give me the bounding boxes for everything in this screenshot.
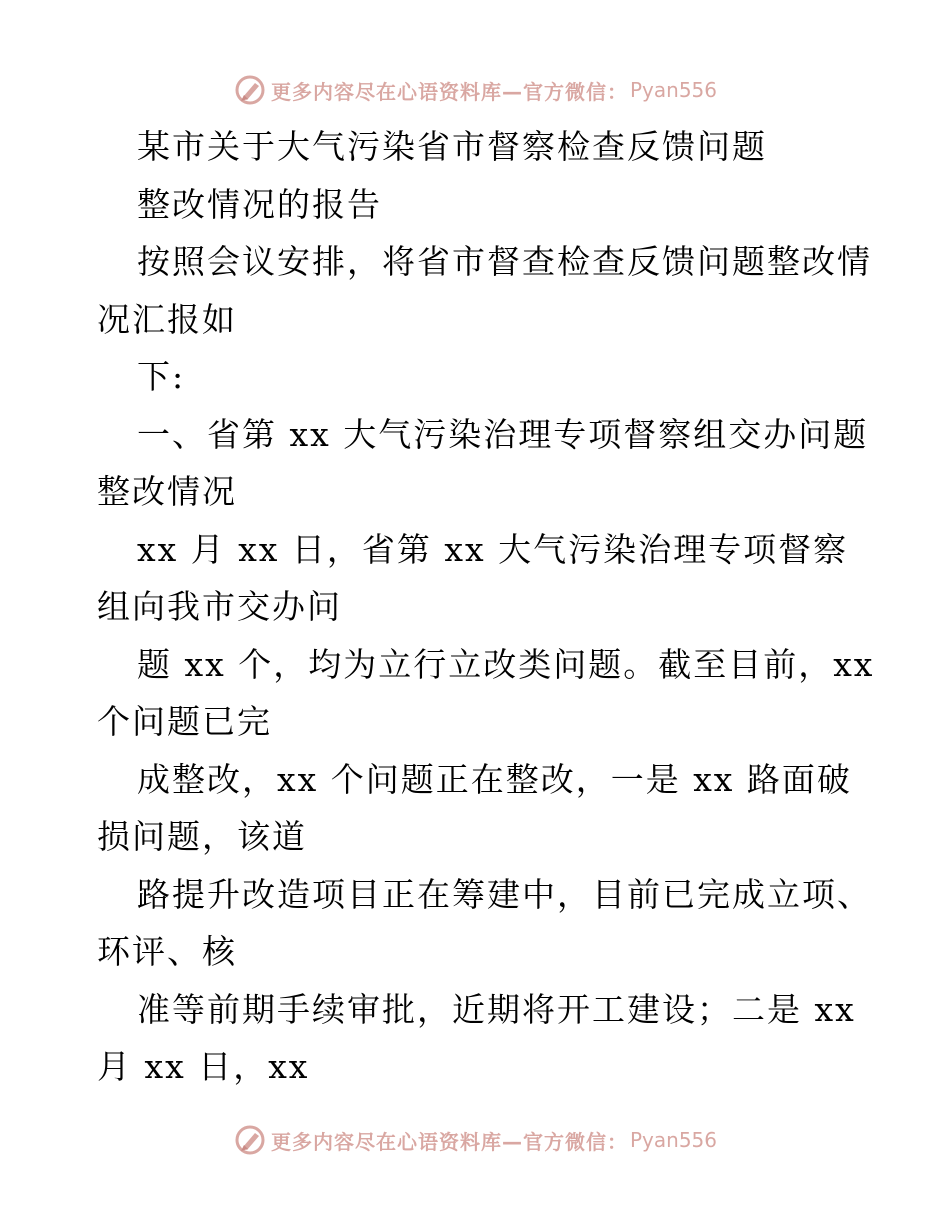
- paragraph-line: 个问题已完: [97, 702, 272, 741]
- pen-logo-icon: [233, 73, 267, 107]
- paragraph-line: 环评、核: [97, 932, 237, 971]
- paragraph-line: 准等前期手续审批，近期将开工建设；二是 xx: [137, 989, 856, 1029]
- section-heading-line: 一、省第 xx 大气污染治理专项督察组交办问题: [137, 414, 869, 454]
- title-line-2: 整改情况的报告: [137, 184, 382, 224]
- paragraph-line: 题 xx 个，均为立行立改类问题。截至目前，xx: [137, 644, 875, 684]
- paragraph-line: 月 xx 日，xx: [97, 1047, 310, 1086]
- title-line-1: 某市关于大气污染省市督察检查反馈问题: [137, 127, 767, 166]
- paragraph-line: 况汇报如: [97, 299, 237, 339]
- paragraph-line: 损问题，该道: [97, 817, 307, 856]
- paragraph-line: 按照会议安排，将省市督查检查反馈问题整改情: [137, 242, 872, 281]
- paragraph-line: xx 月 xx 日，省第 xx 大气污染治理专项督察: [137, 529, 849, 569]
- watermark-text: 更多内容尽在心语资料库—官方微信：: [270, 79, 628, 104]
- paragraph-line: 下:: [137, 357, 186, 396]
- watermark-wechat-id: Pyan556: [629, 1128, 717, 1152]
- watermark-header: [0, 70, 950, 110]
- paragraph-line: 路提升改造项目正在筹建中，目前已完成立项、: [137, 874, 872, 914]
- paragraph-line: 成整改，xx 个问题正在整改，一是 xx 路面破: [137, 759, 852, 799]
- watermark-footer: [0, 1120, 950, 1160]
- document-body: [97, 118, 875, 1096]
- section-heading-line: 整改情况: [97, 472, 237, 511]
- pen-logo-icon: [233, 1123, 267, 1157]
- paragraph-line: 组向我市交办问: [97, 587, 342, 626]
- watermark-wechat-id: Pyan556: [629, 78, 717, 102]
- watermark-text: 更多内容尽在心语资料库—官方微信：: [270, 1129, 628, 1154]
